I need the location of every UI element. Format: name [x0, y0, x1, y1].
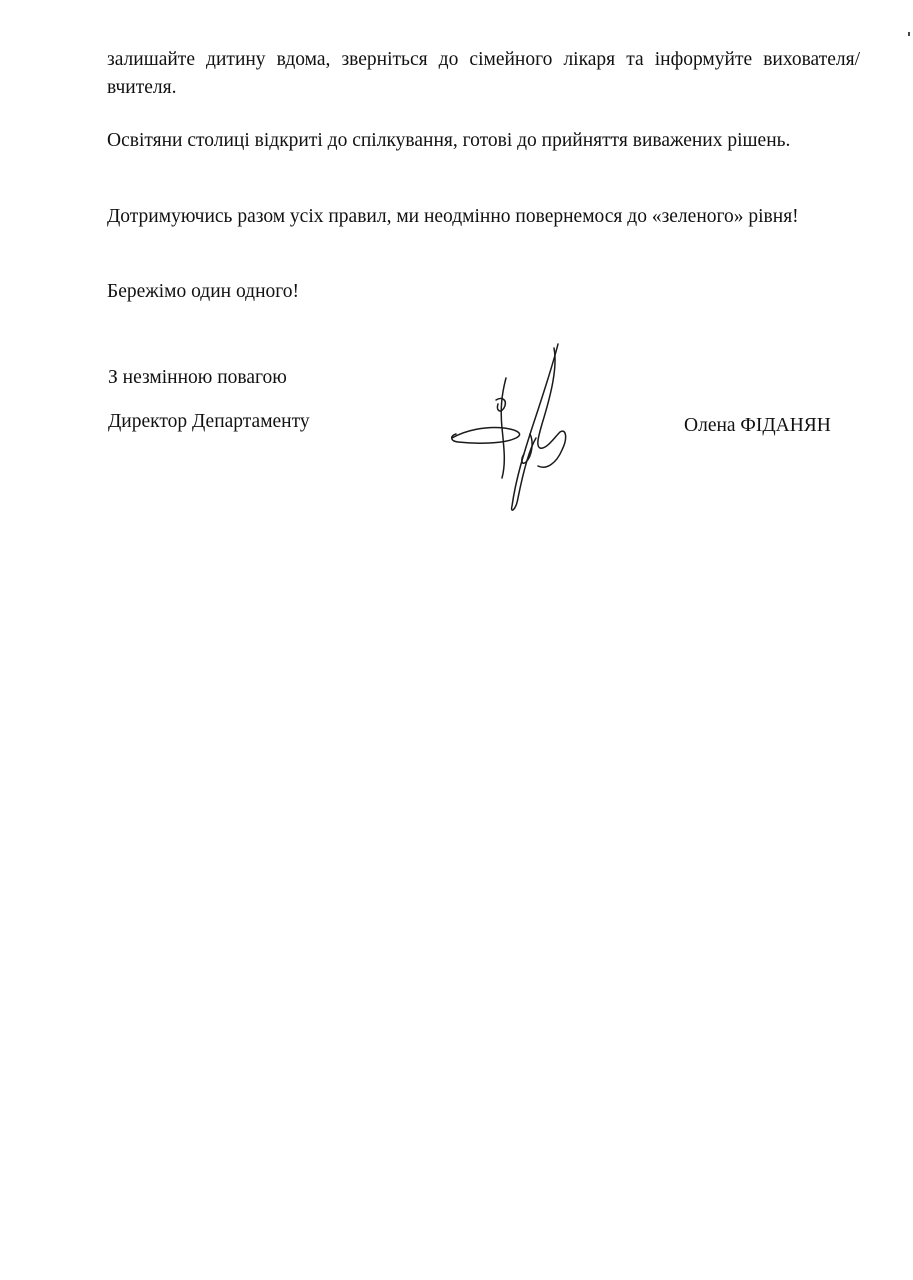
body-paragraph-1: залишайте дитину вдома, зверніться до сімейного лікаря та інформуйте вихователя/вчителя.: [107, 49, 860, 98]
body-paragraph-3: Дотримуючись разом усіх правил, ми неодмінно повернемося до «зеленого» рівня!: [107, 206, 799, 227]
body-paragraph-2: Освітяни столиці відкриті до спілкування, готові до прийняття виважених рішень.: [107, 130, 791, 151]
scan-artifact-mark: [908, 32, 910, 36]
body-paragraph-4: Бережімо один одного!: [107, 281, 300, 302]
signatory-name: Олена ФІДАНЯН: [684, 415, 831, 436]
handwritten-signature: [446, 338, 576, 518]
closing-salutation: З незмінною повагою: [108, 367, 287, 388]
signatory-position: Директор Департаменту: [108, 411, 310, 432]
